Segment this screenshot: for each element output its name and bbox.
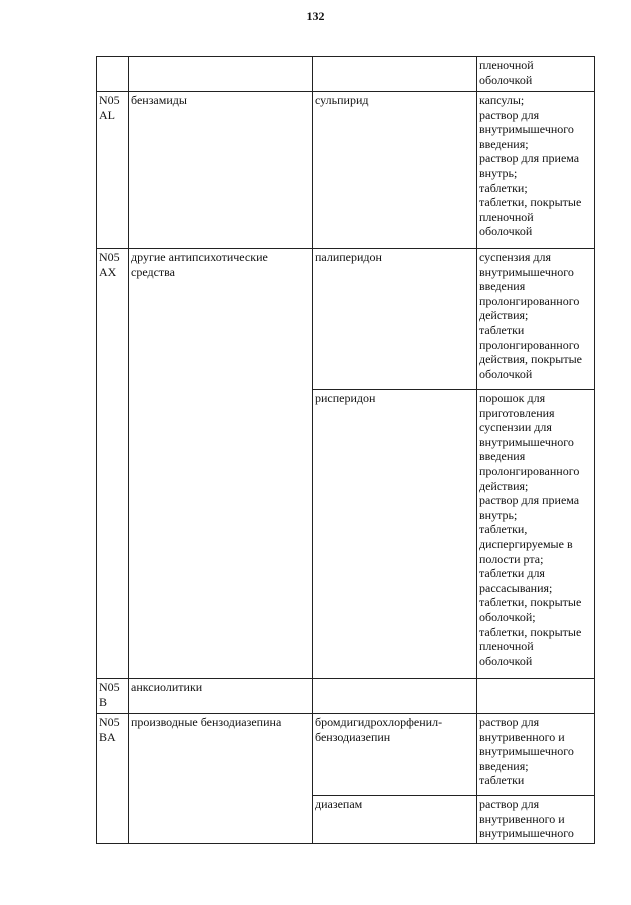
atc-code-cell xyxy=(97,57,129,92)
table-row xyxy=(97,714,595,796)
drug-cell: палиперидон xyxy=(313,249,477,390)
group-cell: производные бензодиазепина xyxy=(129,714,313,844)
group-cell: бензамиды xyxy=(129,92,313,249)
table-row xyxy=(97,249,595,390)
dosage-form-cell: раствор для внутривенного и внутримышечного xyxy=(477,796,595,844)
atc-code-cell: N05 AL xyxy=(97,92,129,249)
dosage-form-cell: раствор для внутривенного и внутримышечного введения; таблетки xyxy=(477,714,595,796)
dosage-form-cell: порошок для приготовления суспензии для внутримышечного введения пролонгированного действия; раствор для приема внутрь; таблетки, диспергируемые в полости рта; таблетки для рассасывания; таблетки, покрытые оболочкой; таблетки, покрытые пленочной оболочкой xyxy=(477,390,595,679)
drug-cell: рисперидон xyxy=(313,390,477,679)
dosage-form-cell: суспензия для внутримышечного введения пролонгированного действия; таблетки пролонгированного действия, покрытые оболочкой xyxy=(477,249,595,390)
dosage-form-cell: пленочной оболочкой xyxy=(477,57,595,92)
dosage-form-cell xyxy=(477,679,595,714)
drug-cell: бромдигидрохлорфенил- бензодиазепин xyxy=(313,714,477,796)
group-cell: анксиолитики xyxy=(129,679,313,714)
drug-cell xyxy=(313,679,477,714)
drug-cell: сульпирид xyxy=(313,92,477,249)
dosage-form-cell: капсулы; раствор для внутримышечного введения; раствор для приема внутрь; таблетки; таблетки, покрытые пленочной оболочкой xyxy=(477,92,595,249)
atc-code-cell: N05 BA xyxy=(97,714,129,844)
drug-table xyxy=(96,56,595,844)
drug-cell xyxy=(313,57,477,92)
atc-code-cell: N05 AX xyxy=(97,249,129,679)
table-row xyxy=(97,679,595,714)
table-row xyxy=(97,57,595,92)
table-row xyxy=(97,92,595,249)
drug-cell: диазепам xyxy=(313,796,477,844)
page-number: 132 xyxy=(306,9,325,23)
group-cell: другие антипсихотические средства xyxy=(129,249,313,679)
atc-code-cell: N05 B xyxy=(97,679,129,714)
group-cell xyxy=(129,57,313,92)
